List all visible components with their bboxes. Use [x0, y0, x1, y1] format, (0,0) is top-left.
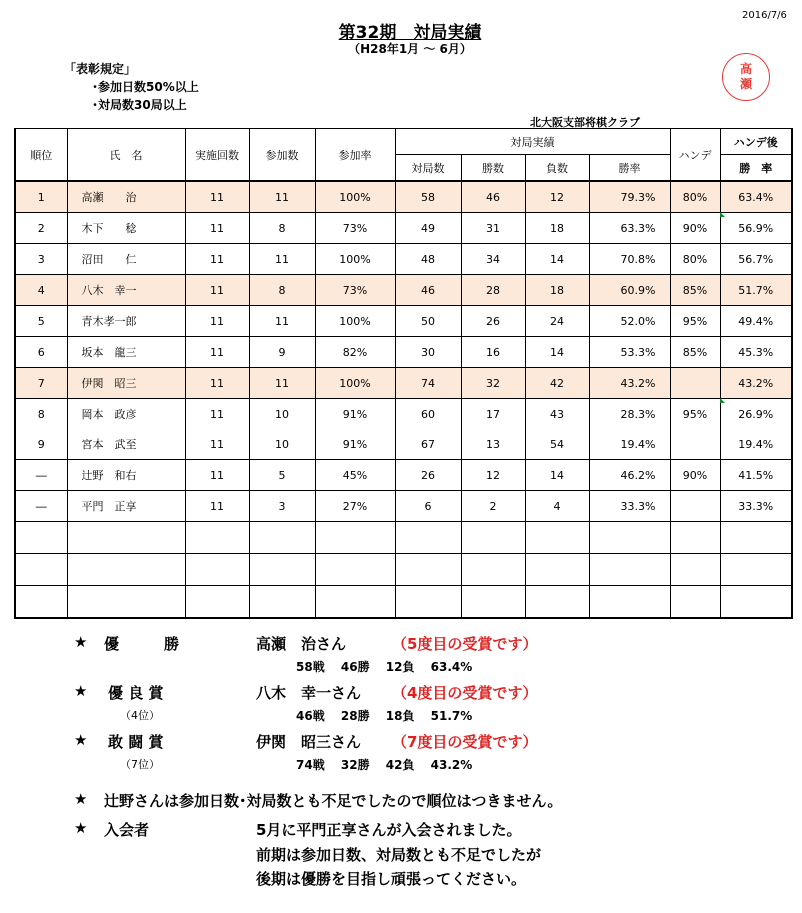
- empty-table-row: [15, 586, 792, 619]
- cell-win-rate: 79.3%: [589, 181, 670, 213]
- cell-participation: 73%: [315, 213, 395, 244]
- cell-after-handicap-rate: 19.4%: [720, 429, 792, 460]
- cell-participation: 100%: [315, 244, 395, 275]
- table-row: [15, 181, 792, 213]
- cell-rank: ―: [15, 460, 67, 491]
- cell-after-handicap-rate: 43.2%: [720, 368, 792, 399]
- empty-cell: [185, 522, 249, 554]
- cell-win-rate: 28.3%: [589, 399, 670, 430]
- cell-wins: 17: [461, 399, 525, 430]
- empty-cell: [720, 586, 792, 619]
- empty-cell: [315, 522, 395, 554]
- empty-cell: [185, 586, 249, 619]
- cell-losses: 12: [525, 181, 589, 213]
- cell-name: 青木孝一郎: [67, 306, 185, 337]
- cell-sessions: 11: [185, 275, 249, 306]
- award-label: 敢 闘 賞: [108, 733, 164, 751]
- cell-handicap: 85%: [670, 337, 720, 368]
- table-row: [15, 244, 792, 275]
- approval-seal-stamp: [722, 53, 770, 101]
- empty-cell: [525, 554, 589, 586]
- cell-win-rate: 53.3%: [589, 337, 670, 368]
- cell-sessions: 11: [185, 337, 249, 368]
- empty-cell: [249, 554, 315, 586]
- cell-handicap: 80%: [670, 181, 720, 213]
- cell-participation: 100%: [315, 368, 395, 399]
- empty-table-row: [15, 554, 792, 586]
- cell-rank: 6: [15, 337, 67, 368]
- award-star: ★: [74, 682, 88, 700]
- empty-cell: [525, 522, 589, 554]
- table-row: [15, 306, 792, 337]
- empty-cell: [249, 522, 315, 554]
- cell-comment-marker: [720, 398, 725, 403]
- award-star: ★: [74, 731, 88, 749]
- empty-cell: [670, 522, 720, 554]
- cell-handicap: 85%: [670, 275, 720, 306]
- table-row: [15, 368, 792, 399]
- seal-char: 瀬: [739, 77, 752, 91]
- cell-participation: 73%: [315, 275, 395, 306]
- table-row: [15, 460, 792, 491]
- cell-participation: 91%: [315, 399, 395, 430]
- header-name: 氏 名: [67, 129, 185, 182]
- cell-participation: 27%: [315, 491, 395, 522]
- empty-cell: [15, 522, 67, 554]
- new-member-line: 後期は優勝を目指し頑張ってください。: [256, 870, 527, 888]
- cell-losses: 18: [525, 275, 589, 306]
- cell-attended: 5: [249, 460, 315, 491]
- cell-wins: 26: [461, 306, 525, 337]
- empty-cell: [720, 554, 792, 586]
- cell-sessions: 11: [185, 399, 249, 430]
- cell-name: 八木 幸一: [67, 275, 185, 306]
- cell-handicap: [670, 491, 720, 522]
- cell-games: 6: [395, 491, 461, 522]
- table-row: [15, 491, 792, 522]
- cell-after-handicap-rate: 41.5%: [720, 460, 792, 491]
- cell-games: 74: [395, 368, 461, 399]
- cell-rank: 1: [15, 181, 67, 213]
- cell-rank: 7: [15, 368, 67, 399]
- cell-sessions: 11: [185, 491, 249, 522]
- cell-attended: 11: [249, 181, 315, 213]
- cell-handicap: 90%: [670, 213, 720, 244]
- cell-losses: 14: [525, 337, 589, 368]
- header-rank: 順位: [15, 129, 67, 182]
- report-date: 2016/7/6: [742, 10, 787, 21]
- cell-name: 坂本 龍三: [67, 337, 185, 368]
- cell-rank: 9: [15, 429, 67, 460]
- cell-rank: 8: [15, 399, 67, 430]
- header-games: 対局数: [395, 155, 461, 182]
- cell-after-handicap-rate: 45.3%: [720, 337, 792, 368]
- cell-wins: 28: [461, 275, 525, 306]
- award-rule: ･参加日数50%以上: [92, 80, 199, 94]
- cell-losses: 14: [525, 460, 589, 491]
- cell-losses: 18: [525, 213, 589, 244]
- cell-rank: 5: [15, 306, 67, 337]
- empty-cell: [315, 554, 395, 586]
- cell-name: 平門 正享: [67, 491, 185, 522]
- award-rank-note: （4位）: [120, 709, 160, 722]
- cell-attended: 11: [249, 244, 315, 275]
- award-note: （5度目の受賞です）: [392, 635, 538, 653]
- cell-wins: 34: [461, 244, 525, 275]
- cell-handicap: 90%: [670, 460, 720, 491]
- cell-name: 沼田 仁: [67, 244, 185, 275]
- cell-win-rate: 43.2%: [589, 368, 670, 399]
- cell-rank: 4: [15, 275, 67, 306]
- cell-participation: 82%: [315, 337, 395, 368]
- header-losses: 負数: [525, 155, 589, 182]
- cell-after-handicap-rate: 49.4%: [720, 306, 792, 337]
- award-rank-note: （7位）: [120, 758, 160, 771]
- empty-cell: [395, 522, 461, 554]
- cell-win-rate: 63.3%: [589, 213, 670, 244]
- empty-cell: [589, 554, 670, 586]
- cell-handicap: [670, 429, 720, 460]
- cell-losses: 42: [525, 368, 589, 399]
- period-subtitle: （H28年1月 ～ 6月）: [348, 42, 472, 56]
- cell-games: 60: [395, 399, 461, 430]
- cell-attended: 9: [249, 337, 315, 368]
- cell-handicap: 95%: [670, 306, 720, 337]
- cell-losses: 24: [525, 306, 589, 337]
- empty-cell: [461, 554, 525, 586]
- cell-rank: 3: [15, 244, 67, 275]
- empty-cell: [670, 554, 720, 586]
- table-row: [15, 399, 792, 430]
- award-label: 優 良 賞: [108, 684, 164, 702]
- award-stats: 46戦 28勝 18負 51.7%: [296, 709, 473, 723]
- award-winner: 伊関 昭三さん: [256, 733, 362, 751]
- new-member-line: 5月に平門正享さんが入会されました。: [256, 821, 522, 839]
- award-star: ★: [74, 633, 88, 651]
- cell-participation: 100%: [315, 306, 395, 337]
- cell-losses: 43: [525, 399, 589, 430]
- cell-attended: 11: [249, 306, 315, 337]
- cell-wins: 12: [461, 460, 525, 491]
- cell-rank: 2: [15, 213, 67, 244]
- cell-wins: 32: [461, 368, 525, 399]
- cell-name: 辻野 和右: [67, 460, 185, 491]
- cell-win-rate: 46.2%: [589, 460, 670, 491]
- cell-win-rate: 70.8%: [589, 244, 670, 275]
- cell-wins: 46: [461, 181, 525, 213]
- seal-char: 高: [739, 62, 752, 76]
- cell-games: 26: [395, 460, 461, 491]
- header-attended: 参加数: [249, 129, 315, 182]
- cell-name: 伊関 昭三: [67, 368, 185, 399]
- award-winner: 高瀬 治さん: [256, 635, 347, 653]
- cell-attended: 10: [249, 429, 315, 460]
- empty-cell: [395, 586, 461, 619]
- empty-cell: [461, 586, 525, 619]
- empty-cell: [395, 554, 461, 586]
- award-winner: 八木 幸一さん: [256, 684, 362, 702]
- cell-after-handicap-rate: 33.3%: [720, 491, 792, 522]
- table-row: [15, 213, 792, 244]
- empty-cell: [185, 554, 249, 586]
- cell-handicap: 80%: [670, 244, 720, 275]
- empty-cell: [589, 522, 670, 554]
- header-after-handicap: ハンデ後: [720, 129, 792, 155]
- cell-win-rate: 52.0%: [589, 306, 670, 337]
- cell-losses: 4: [525, 491, 589, 522]
- cell-games: 58: [395, 181, 461, 213]
- empty-cell: [589, 586, 670, 619]
- empty-table-row: [15, 522, 792, 554]
- empty-cell: [15, 554, 67, 586]
- cell-sessions: 11: [185, 368, 249, 399]
- header-results-group: 対局実績: [395, 129, 670, 155]
- cell-handicap: [670, 368, 720, 399]
- table-row: [15, 429, 792, 460]
- header-win-rate: 勝率: [589, 155, 670, 182]
- cell-participation: 91%: [315, 429, 395, 460]
- award-stats: 58戦 46勝 12負 63.4%: [296, 660, 473, 674]
- cell-win-rate: 33.3%: [589, 491, 670, 522]
- cell-games: 67: [395, 429, 461, 460]
- cell-participation: 45%: [315, 460, 395, 491]
- cell-attended: 8: [249, 275, 315, 306]
- cell-after-handicap-rate: 51.7%: [720, 275, 792, 306]
- empty-cell: [720, 522, 792, 554]
- cell-after-handicap-rate: 26.9%: [720, 399, 792, 430]
- notice-text: 辻野さんは参加日数･対局数とも不足でしたので順位はつきません。: [104, 792, 563, 810]
- cell-after-handicap-rate: 63.4%: [720, 181, 792, 213]
- cell-games: 49: [395, 213, 461, 244]
- cell-losses: 54: [525, 429, 589, 460]
- cell-participation: 100%: [315, 181, 395, 213]
- cell-sessions: 11: [185, 181, 249, 213]
- cell-after-handicap-rate: 56.7%: [720, 244, 792, 275]
- cell-attended: 3: [249, 491, 315, 522]
- award-note: （7度目の受賞です）: [392, 733, 538, 751]
- cell-losses: 14: [525, 244, 589, 275]
- cell-handicap: 95%: [670, 399, 720, 430]
- cell-wins: 13: [461, 429, 525, 460]
- cell-name: 宮本 武至: [67, 429, 185, 460]
- cell-sessions: 11: [185, 244, 249, 275]
- award-rules-heading: 「表彰規定」: [64, 62, 137, 76]
- header-participation: 参加率: [315, 129, 395, 182]
- cell-attended: 10: [249, 399, 315, 430]
- empty-cell: [67, 554, 185, 586]
- empty-cell: [670, 586, 720, 619]
- header-wins: 勝数: [461, 155, 525, 182]
- award-rule: ･対局数30局以上: [92, 98, 187, 112]
- table-row: [15, 275, 792, 306]
- empty-cell: [67, 522, 185, 554]
- empty-cell: [315, 586, 395, 619]
- empty-cell: [525, 586, 589, 619]
- cell-win-rate: 19.4%: [589, 429, 670, 460]
- club-name: 北大阪支部将棋クラブ: [530, 116, 640, 129]
- empty-cell: [67, 586, 185, 619]
- new-member-label: 入会者: [104, 821, 150, 839]
- empty-cell: [15, 586, 67, 619]
- results-table: [14, 128, 793, 619]
- empty-cell: [249, 586, 315, 619]
- cell-games: 30: [395, 337, 461, 368]
- notice-star: ★: [74, 790, 88, 808]
- header-after-rate: 勝 率: [720, 155, 792, 182]
- new-member-line: 前期は参加日数、対局数とも不足でしたが: [256, 846, 542, 864]
- award-note: （4度目の受賞です）: [392, 684, 538, 702]
- cell-games: 48: [395, 244, 461, 275]
- cell-name: 岡本 政彦: [67, 399, 185, 430]
- cell-win-rate: 60.9%: [589, 275, 670, 306]
- cell-wins: 2: [461, 491, 525, 522]
- cell-attended: 8: [249, 213, 315, 244]
- cell-attended: 11: [249, 368, 315, 399]
- cell-wins: 16: [461, 337, 525, 368]
- cell-games: 50: [395, 306, 461, 337]
- award-stats: 74戦 32勝 42負 43.2%: [296, 758, 473, 772]
- cell-sessions: 11: [185, 213, 249, 244]
- cell-comment-marker: [720, 212, 725, 217]
- header-sessions: 実施回数: [185, 129, 249, 182]
- new-member-star: ★: [74, 819, 88, 837]
- cell-after-handicap-rate: 56.9%: [720, 213, 792, 244]
- cell-wins: 31: [461, 213, 525, 244]
- empty-cell: [461, 522, 525, 554]
- cell-sessions: 11: [185, 460, 249, 491]
- cell-sessions: 11: [185, 306, 249, 337]
- cell-name: 高瀬 治: [67, 181, 185, 213]
- header-handicap: ハンデ: [670, 129, 720, 182]
- cell-games: 46: [395, 275, 461, 306]
- cell-name: 木下 稔: [67, 213, 185, 244]
- table-row: [15, 337, 792, 368]
- cell-rank: ―: [15, 491, 67, 522]
- page-title: 第32期 対局実績: [338, 23, 482, 43]
- cell-sessions: 11: [185, 429, 249, 460]
- award-label: 優 勝: [104, 635, 180, 653]
